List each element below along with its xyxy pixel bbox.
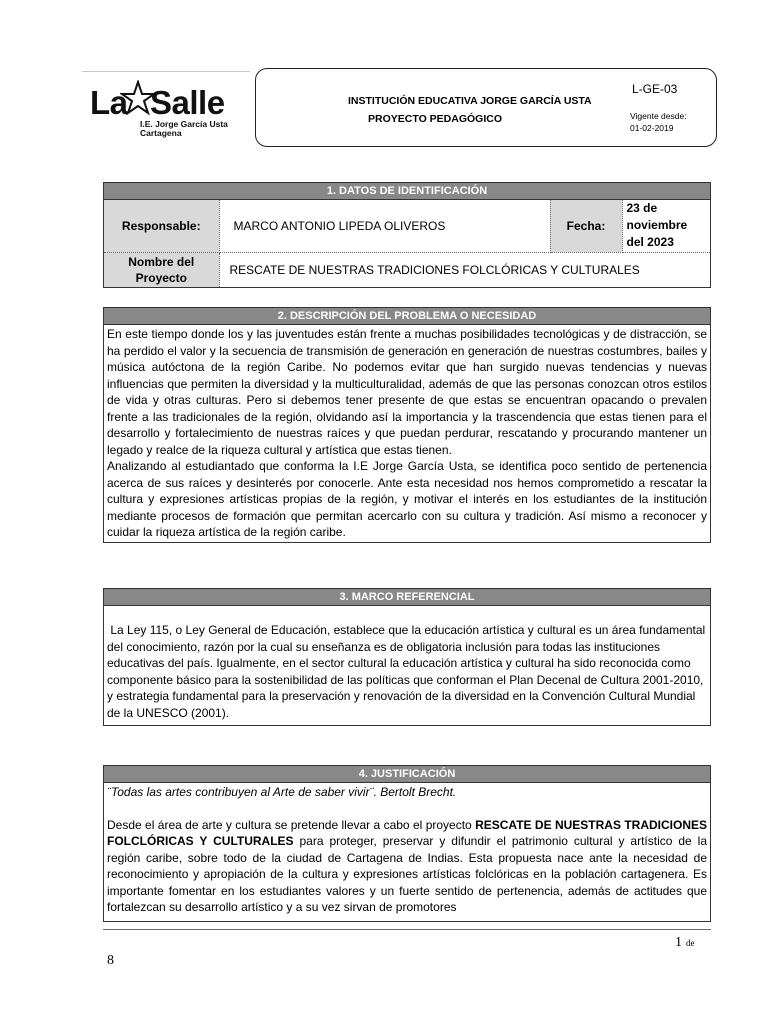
- institution-name: INSTITUCIÓN EDUCATIVA JORGE GARCÍA USTA: [348, 95, 592, 107]
- responsable-value: MARCO ANTONIO LIPEDA OLIVEROS: [219, 200, 550, 252]
- logo-word-la: La: [90, 84, 128, 121]
- paragraph-text: para proteger, preservar y difundir el patrimonio cultural y artístico de la región caribe, sobre todo de la ciudad de Cartagena de Indias. Esta propuesta nace ante la necesidad de reconocimiento y apropiación de la cultura y expresiones artísticas folclóricas en la población cartagenera. Es importante fomentar en los estudiantes valores y un fuerte sentido de pertenencia, además de actitudes que fortalezcan su desarrollo artístico y a su vez sirvan de promotores: [107, 834, 707, 914]
- nombre-value: RESCATE DE NUESTRAS TRADICIONES FOLCLÓRICAS Y CULTURALES: [219, 252, 710, 287]
- section-title: 2. DESCRIPCIÓN DEL PROBLEMA O NECESIDAD: [104, 308, 710, 325]
- paragraph: La Ley 115, o Ley General de Educación, establece que la educación artística y cultural es un área fundamental del conocimiento, razón por la cual su enseñanza es de obligatoria inclusión para todas las instituciones educativas del país. Igualmente, en el sector cultural la educación artística y cultural ha sido reconocida como componente básico para la sostenibilidad de las políticas que conforman el Plan Decenal de Cultura 2001-2010, y estrategia fundamental para la preservación y renovación de la diversidad en la Convención Cultural Mundial de la UNESCO (2001).: [107, 623, 709, 720]
- nombre-label: Nombre del Proyecto: [104, 252, 219, 287]
- spacer: [107, 801, 707, 817]
- section-title: 4. JUSTIFICACIÓN: [104, 766, 710, 783]
- section-body: [104, 606, 710, 725]
- section-title: 1. DATOS DE IDENTIFICACIÓN: [104, 183, 710, 200]
- paragraph: [107, 817, 707, 916]
- paragraph: En este tiempo donde los y las juventudes están frente a muchas posibilidades tecnológicas y de distracción, se ha perdido el valor y la secuencia de transmisión de generación en generación de nuestras costumbres, bailes y música autóctona de la región Caribe. No podemos evitar que han surgido nuevas tendencias y nuevas influencias que permiten la diversidad y la multiculturalidad, además de que las personas conozcan otros estilos de vida y otras culturas. Pero si debemos tener presente de que estas se encuentran opacando o prevalen frente a las tradicionales de la región, olvidando así la importancia y la trascendencia que estas tienen para el desarrollo y fortalecimiento de nuestras raíces y que puedan perdurar, rescatando y procurando mantener un legado y realce de la riqueza cultural y artística que estas tienen.: [107, 327, 707, 457]
- section-justification: [103, 765, 711, 922]
- document-type: PROYECTO PEDAGÓGICO: [368, 113, 502, 125]
- school-logo: [86, 80, 256, 146]
- page-de: de: [686, 938, 695, 948]
- quote: ¨Todas las artes contribuyen al Arte de saber vivir¨. Bertolt Brecht.: [107, 785, 457, 799]
- footer-rule: [103, 929, 711, 930]
- section-identification: [103, 182, 711, 288]
- identification-table: [104, 200, 710, 287]
- project-name: RESCATE DE NUESTRAS TRADICIONES FOLCLÓRICAS Y CULTURALES: [107, 817, 708, 848]
- fecha-value: 23 de noviembre del 2023: [622, 200, 710, 252]
- logo-word-salle: Salle: [150, 84, 225, 121]
- page-current: 1: [675, 935, 682, 950]
- section-title: 3. MARCO REFERENCIAL: [104, 589, 710, 606]
- paragraph: Analizando al estudiantado que conforma la I.E Jorge García Usta, se identifica poco sentido de pertenencia acerca de sus raíces y desinterés por conocerle. Ante esta necesidad nos hemos comprometido a rescatar la cultura y expresiones artísticas propias de la región, y motivar el interés en los estudiantes de la institución mediante procesos de formación que permitan acercarlo con su cultura y tradición. Así mismo a reconocer y cuidar la riqueza artística de la región caribe.: [107, 459, 707, 539]
- page-number: [675, 935, 695, 951]
- document-code: L-GE-03: [632, 82, 678, 96]
- fecha-label: Fecha:: [550, 200, 622, 252]
- vigente-label: Vigente desde:: [630, 111, 687, 121]
- responsable-label: Responsable:: [104, 200, 219, 252]
- logo-city: Cartagena: [140, 128, 182, 138]
- vigente-date: 01-02-2019: [630, 123, 674, 133]
- section-body: [104, 783, 710, 916]
- section-framework: [103, 588, 711, 726]
- header-box: [255, 68, 717, 147]
- page-total: 8: [107, 953, 114, 968]
- logo-subtitle: I.E. Jorge García Usta: [140, 119, 228, 129]
- header-rule: [82, 71, 250, 72]
- section-body: [104, 325, 710, 542]
- paragraph-text: Desde el área de arte y cultura se pretende llevar a cabo el proyecto: [107, 817, 476, 832]
- section-problem: [103, 307, 711, 543]
